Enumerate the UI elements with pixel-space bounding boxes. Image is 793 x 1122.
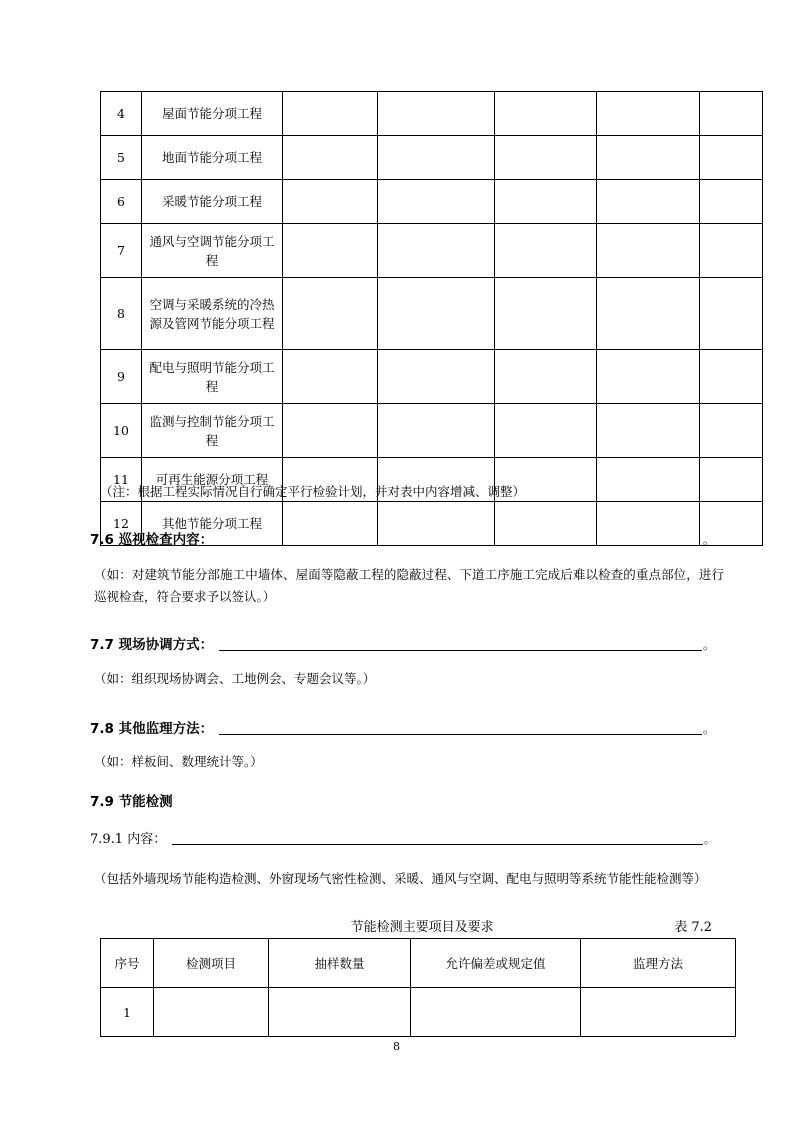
section-7-8 — [90, 717, 715, 737]
row-number-cell: 10 — [101, 404, 142, 458]
detection-header-no: 序号 — [101, 939, 154, 988]
section-7-8-input-line[interactable] — [219, 720, 702, 735]
row-blank-cell-1[interactable] — [283, 278, 378, 350]
row-blank-cell-2[interactable] — [378, 224, 495, 278]
table-note: （注：根据工程实际情况自行确定平行检验计划，并对表中内容增减、调整） — [100, 484, 526, 499]
row-number-cell: 6 — [101, 180, 142, 224]
detection-row-no: 1 — [101, 988, 154, 1037]
section-7-9-1-period: 。 — [704, 833, 715, 846]
detection-table-caption — [100, 916, 712, 935]
detection-row-sampling[interactable] — [269, 988, 411, 1037]
row-blank-cell-3[interactable] — [495, 180, 597, 224]
section-7-7-label: 7.7 现场协调方式： — [90, 637, 214, 653]
row-blank-cell-4[interactable] — [597, 404, 700, 458]
row-number-cell: 5 — [101, 136, 142, 180]
row-blank-cell-2[interactable] — [378, 180, 495, 224]
section-7-8-label: 7.8 其他监理方法： — [90, 721, 214, 737]
section-7-9-1-label: 7.9.1 内容： — [90, 832, 167, 847]
section-7-6-period: 。 — [702, 533, 715, 547]
detection-header-item: 检测项目 — [154, 939, 269, 988]
row-number-cell: 4 — [101, 92, 142, 136]
row-blank-cell-2[interactable] — [378, 350, 495, 404]
row-number-cell: 8 — [101, 278, 142, 350]
detection-table — [100, 938, 736, 1037]
row-blank-cell-2[interactable] — [378, 136, 495, 180]
row-blank-cell-5[interactable] — [700, 224, 763, 278]
detection-table-number: 表 7.2 — [674, 920, 712, 935]
table-row — [101, 180, 763, 224]
table-row — [101, 224, 763, 278]
section-7-7-input-line[interactable] — [219, 636, 702, 651]
energy-subproject-table-body — [101, 92, 763, 546]
detection-header-sampling: 抽样数量 — [269, 939, 411, 988]
section-7-8-period: 。 — [702, 722, 715, 736]
row-blank-cell-2[interactable] — [378, 404, 495, 458]
row-blank-cell-1[interactable] — [283, 224, 378, 278]
row-blank-cell-4[interactable] — [597, 350, 700, 404]
row-blank-cell-3[interactable] — [495, 278, 597, 350]
row-blank-cell-1[interactable] — [283, 404, 378, 458]
row-blank-cell-2[interactable] — [378, 92, 495, 136]
row-blank-cell-5[interactable] — [700, 404, 763, 458]
section-7-7-hint: （如：组织现场协调会、工地例会、专题会议等。） — [94, 671, 376, 686]
detection-table-body — [101, 939, 736, 1037]
section-7-7 — [90, 633, 715, 653]
row-blank-cell-1[interactable] — [283, 92, 378, 136]
table-row — [101, 136, 763, 180]
row-name-cell: 其他节能分项工程 — [142, 502, 283, 546]
row-blank-cell-4[interactable] — [597, 224, 700, 278]
detection-row-method[interactable] — [581, 988, 736, 1037]
section-7-7-period: 。 — [702, 638, 715, 652]
row-blank-cell-3[interactable] — [495, 404, 597, 458]
row-blank-cell-3[interactable] — [495, 224, 597, 278]
section-7-8-hint: （如：样板间、数理统计等。） — [94, 754, 263, 769]
row-blank-cell-1[interactable] — [283, 350, 378, 404]
page-number: 8 — [393, 1040, 400, 1053]
row-number-cell: 12 — [101, 502, 142, 546]
row-name-cell: 空调与采暖系统的冷热源及管网节能分项工程 — [142, 278, 283, 350]
row-name-cell: 可再生能源分项工程 — [142, 458, 283, 502]
energy-subproject-table — [100, 91, 763, 546]
detection-row-tolerance[interactable] — [411, 988, 581, 1037]
row-blank-cell-1[interactable] — [283, 180, 378, 224]
row-blank-cell-3[interactable] — [495, 350, 597, 404]
detection-table-header-row — [101, 939, 736, 988]
section-7-6 — [90, 528, 715, 548]
row-name-cell: 通风与空调节能分项工程 — [142, 224, 283, 278]
row-blank-cell-5[interactable] — [700, 92, 763, 136]
row-blank-cell-4[interactable] — [597, 278, 700, 350]
row-name-cell: 屋面节能分项工程 — [142, 92, 283, 136]
table-row — [101, 350, 763, 404]
row-number-cell: 11 — [101, 458, 142, 502]
section-7-9-1 — [90, 828, 715, 847]
row-name-cell: 监测与控制节能分项工程 — [142, 404, 283, 458]
section-7-6-hint: （如：对建筑节能分部施工中墙体、屋面等隐蔽工程的隐蔽过程、下道工序施工完成后难以检查的重点部位，进行巡视检查，符合要求予以签认。） — [94, 567, 724, 604]
section-7-9-1-hint: （包括外墙现场节能构造检测、外窗现场气密性检测、采暖、通风与空调、配电与照明等系统节能性能检测等） — [94, 871, 707, 886]
section-7-9-1-input-line[interactable] — [172, 831, 703, 845]
row-blank-cell-4[interactable] — [597, 180, 700, 224]
row-blank-cell-2[interactable] — [378, 278, 495, 350]
row-blank-cell-3[interactable] — [495, 136, 597, 180]
row-blank-cell-5[interactable] — [700, 278, 763, 350]
section-7-9-heading: 7.9 节能检测 — [90, 794, 173, 810]
section-7-6-label: 7.6 巡视检查内容： — [90, 532, 214, 548]
detection-row-item[interactable] — [154, 988, 269, 1037]
row-blank-cell-5[interactable] — [700, 136, 763, 180]
table-row — [101, 404, 763, 458]
row-blank-cell-4[interactable] — [597, 136, 700, 180]
section-7-6-input-line[interactable] — [219, 531, 702, 546]
row-blank-cell-5[interactable] — [700, 350, 763, 404]
table-row — [101, 278, 763, 350]
row-blank-cell-4[interactable] — [597, 92, 700, 136]
table-row — [101, 92, 763, 136]
row-number-cell: 7 — [101, 224, 142, 278]
row-number-cell: 9 — [101, 350, 142, 404]
detection-table-title: 节能检测主要项目及要求 — [350, 920, 494, 935]
detection-header-method: 监理方法 — [581, 939, 736, 988]
row-name-cell: 配电与照明节能分项工程 — [142, 350, 283, 404]
row-blank-cell-3[interactable] — [495, 92, 597, 136]
row-name-cell: 地面节能分项工程 — [142, 136, 283, 180]
row-name-cell: 采暖节能分项工程 — [142, 180, 283, 224]
row-blank-cell-5[interactable] — [700, 180, 763, 224]
table-row — [101, 988, 736, 1037]
detection-header-tolerance: 允许偏差或规定值 — [411, 939, 581, 988]
row-blank-cell-1[interactable] — [283, 136, 378, 180]
